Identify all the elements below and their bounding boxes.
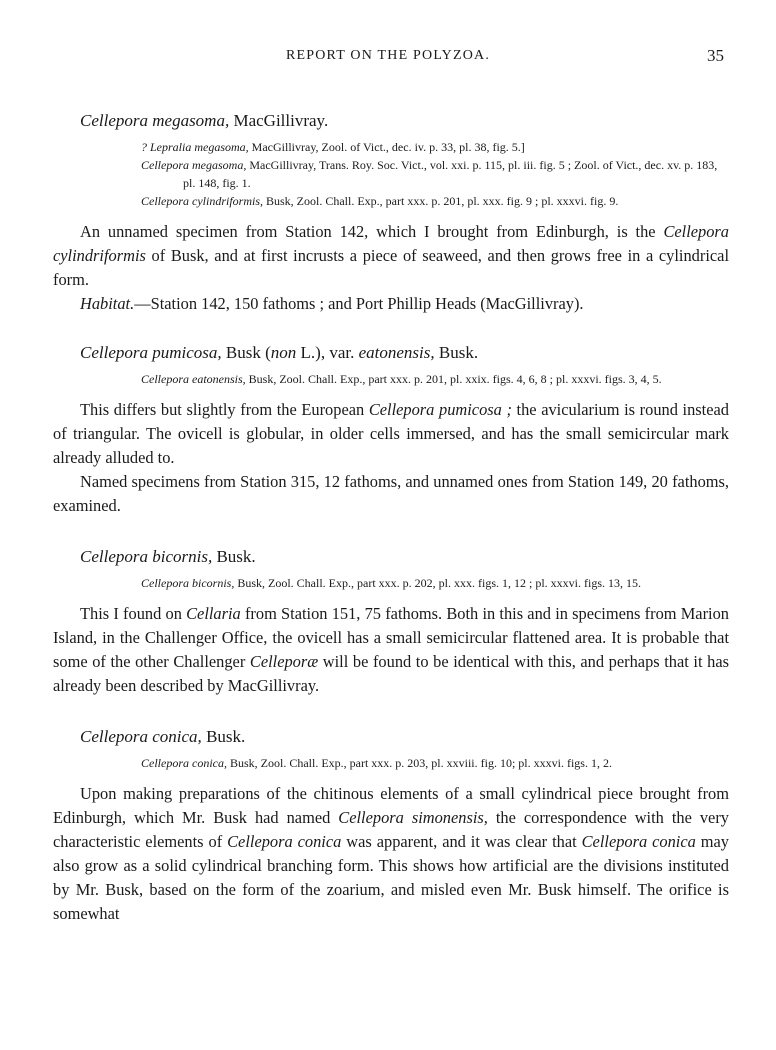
section-cellepora-bicornis: [53, 546, 729, 698]
synonym-entry: Cellepora conica, Busk, Zool. Chall. Exp., part xxx. p. 203, pl. xxviii. fig. 10; pl. xxxvi. figs. 1, 2.: [141, 756, 612, 770]
section-cellepora-pumicosa: [53, 342, 729, 518]
species-heading: Cellepora pumicosa, Busk (non L.), var. eatonensis, Busk.: [80, 343, 479, 362]
page-number: 35: [707, 46, 724, 65]
synonym-entry: Cellepora megasoma, MacGillivray, Trans. Roy. Soc. Vict., vol. xxi. p. 115, pl. iii. fig. 5 ; Zool. of Vict., dec. xv. p. 183, pl. 148, fig. 1.: [141, 158, 718, 190]
species-heading: Cellepora megasoma, MacGillivray.: [80, 111, 329, 130]
synonym-entry: Cellepora bicornis, Busk, Zool. Chall. Exp., part xxx. p. 202, pl. xxx. figs. 1, 12 ; pl. xxxvi. figs. 13, 15.: [141, 576, 641, 590]
running-title: REPORT ON THE POLYZOA.: [285, 48, 491, 63]
synonym-entry: ? Lepralia megasoma, MacGillivray, Zool. of Vict., dec. iv. p. 33, pl. 38, fig. 5.]: [141, 140, 525, 154]
habitat-paragraph: Habitat.—Station 142, 150 fathoms ; and Port Phillip Heads (MacGillivray).: [80, 294, 584, 313]
page-body: [53, 110, 729, 926]
section-cellepora-conica: [53, 726, 729, 926]
body-paragraph: Upon making preparations of the chitinous elements of a small cylindrical piece brought from Edinburgh, which Mr. Busk had named Cellepora simonensis, the correspondence with the very characteristic elements of Cellepora conica was apparent, and it was clear that Cellepora conica may also grow as a solid cylindrical branching form. This shows how artificial are the divisions instituted by Mr. Busk, based on the form of the zoarium, and misled even Mr. Busk himself. The orifice is somewhat: [53, 784, 729, 923]
body-paragraph: An unnamed specimen from Station 142, which I brought from Edinburgh, is the Cellepora cylindriformis of Busk, and at first incrusts a piece of seaweed, and then grows free in a cylindrical form.: [53, 222, 729, 289]
synonym-entry: Cellepora cylindriformis, Busk, Zool. Chall. Exp., part xxx. p. 201, pl. xxx. fig. 9 ; pl. xxxvi. fig. 9.: [141, 194, 619, 208]
synonym-entry: Cellepora eatonensis, Busk, Zool. Chall. Exp., part xxx. p. 201, pl. xxix. figs. 4, 6, 8 ; pl. xxxvi. figs. 3, 4, 5.: [141, 372, 662, 386]
body-paragraph: This I found on Cellaria from Station 151, 75 fathoms. Both in this and in specimens from Marion Island, in the Challenger Office, the ovicell has a small semicircular flattened area. It is probable that some of the other Challenger Celleporæ will be found to be identical with this, and perhaps that it has already been described by MacGillivray.: [53, 604, 729, 695]
body-paragraph: Named specimens from Station 315, 12 fathoms, and unnamed ones from Station 149, 20 fathoms, examined.: [53, 472, 729, 515]
body-paragraph: This differs but slightly from the European Cellepora pumicosa ; the avicularium is round instead of triangular. The ovicell is globular, in older cells immersed, and has the small semicircular mark already alluded to.: [53, 400, 729, 467]
section-cellepora-megasoma: [53, 110, 729, 316]
species-heading: Cellepora conica, Busk.: [80, 727, 246, 746]
species-heading: Cellepora bicornis, Busk.: [80, 547, 256, 566]
